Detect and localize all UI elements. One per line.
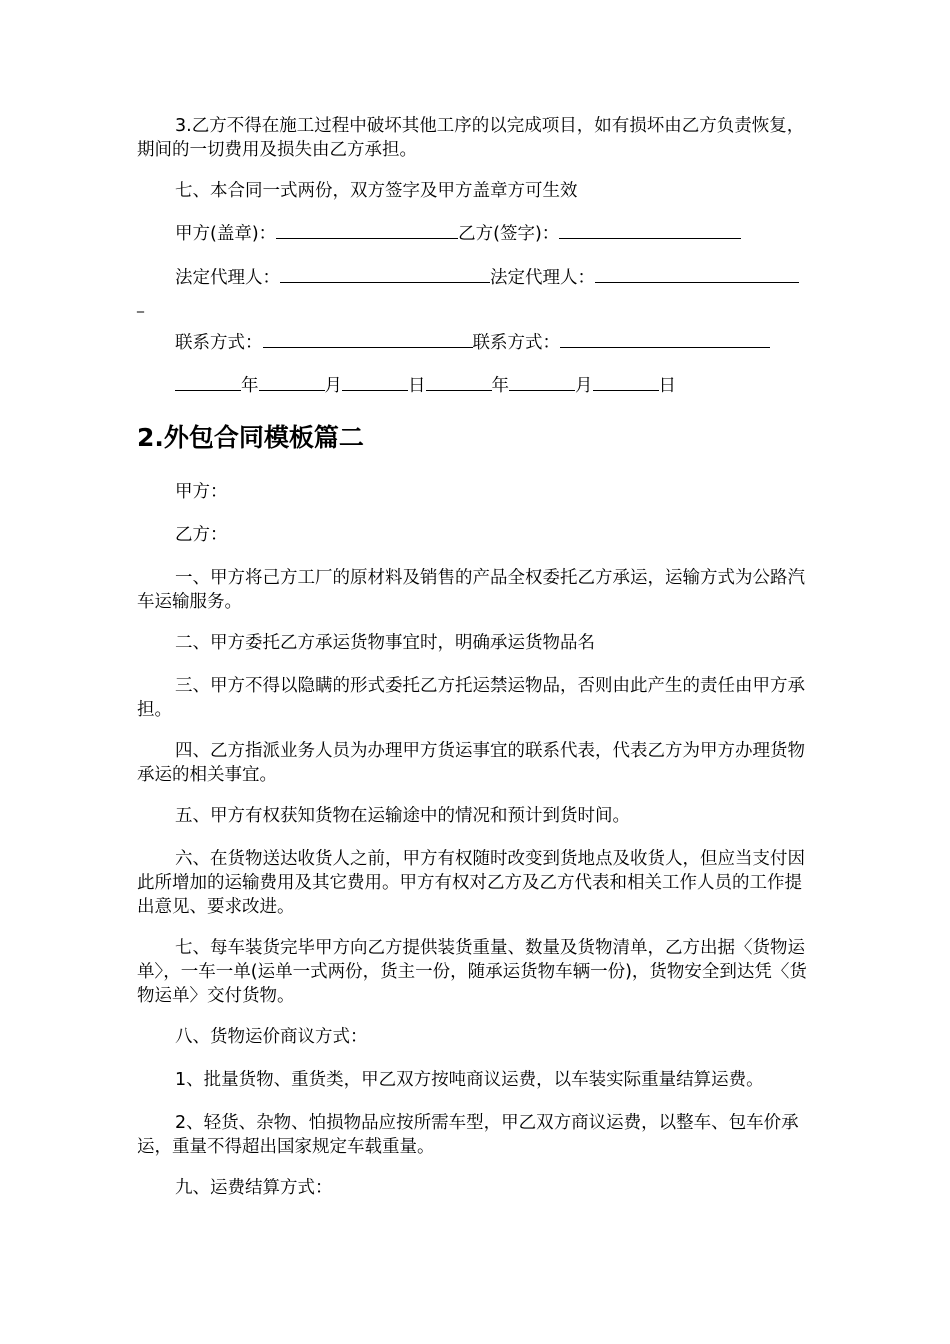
contract-paragraph: 三、甲方不得以隐瞒的形式委托乙方托运禁运物品，否则由此产生的责任由甲方承担。: [137, 676, 805, 720]
contract-paragraph: 七、每车装货完毕甲方向乙方提供装货重量、数量及货物清单，乙方出据〈货物运单〉，一车一单(运单一式两份，货主一份，随承运货物车辆一份)，货物安全到达凭〈货物运单〉交付货物。: [137, 938, 807, 1006]
contact-b-label: 联系方式：: [472, 333, 560, 353]
contract-paragraph: 五、甲方有权获知货物在运输途中的情况和预计到货时间。: [175, 806, 630, 826]
date-month: 月: [575, 376, 593, 396]
party-b-line: 乙方：: [175, 525, 228, 545]
clause-7-paragraph: 七、本合同一式两份，双方签字及甲方盖章方可生效: [175, 181, 578, 201]
representative-line: [175, 266, 799, 290]
blank-underline: [593, 375, 659, 391]
contact-line: [175, 331, 770, 355]
date-day: 日: [408, 376, 426, 396]
party-a-line: 甲方：: [175, 482, 228, 502]
date-line: [175, 374, 676, 398]
blank-underline: [276, 223, 458, 239]
date-month: 月: [324, 376, 342, 396]
section-heading: 2.外包合同模板篇二: [137, 423, 364, 452]
contact-a-label: 联系方式：: [175, 333, 263, 353]
stray-underscore: _: [137, 297, 144, 313]
contract-paragraph: 八、货物运价商议方式：: [175, 1027, 368, 1047]
blank-underline: [426, 375, 492, 391]
contract-paragraph: 二、甲方委托乙方承运货物事宜时，明确承运货物品名: [175, 633, 595, 653]
blank-underline: [175, 375, 241, 391]
rep-a-label: 法定代理人：: [175, 268, 280, 288]
contract-paragraph: 2、轻货、杂物、怕损物品应按所需车型，甲乙双方商议运费，以整车、包车价承运，重量不得超出国家规定车载重量。: [137, 1113, 799, 1157]
blank-underline: [263, 332, 473, 348]
contract-paragraph: 1、批量货物、重货类，甲乙双方按吨商议运费，以车装实际重量结算运费。: [175, 1070, 764, 1090]
contract-paragraph: 一、甲方将己方工厂的原材料及销售的产品全权委托乙方承运，运输方式为公路汽车运输服务。: [137, 568, 805, 612]
contract-paragraph: 六、在货物送达收货人之前，甲方有权随时改变到货地点及收货人，但应当支付因此所增加的运输费用及其它费用。甲方有权对乙方及乙方代表和相关工作人员的工作提出意见、要求改进。: [137, 849, 805, 917]
party-b-sign-label: 乙方(签字)：: [458, 224, 560, 244]
blank-underline: [509, 375, 575, 391]
blank-underline: [259, 375, 325, 391]
clause-3-paragraph: 3.乙方不得在施工过程中破坏其他工序的以完成项目，如有损坏由乙方负责恢复，期间的一切费用及损失由乙方承担。: [137, 116, 805, 160]
contract-paragraph: 四、乙方指派业务人员为办理甲方货运事宜的联系代表，代表乙方为甲方办理货物承运的相关事宜。: [137, 741, 805, 785]
date-year: 年: [241, 376, 259, 396]
date-year: 年: [491, 376, 509, 396]
signature-line: [175, 222, 741, 246]
contract-paragraph: 九、运费结算方式：: [175, 1178, 333, 1198]
blank-underline: [280, 267, 490, 283]
blank-underline: [342, 375, 408, 391]
blank-underline: [560, 332, 770, 348]
blank-underline: [595, 267, 799, 283]
rep-b-label: 法定代理人：: [490, 268, 595, 288]
date-day: 日: [658, 376, 676, 396]
party-a-seal-label: 甲方(盖章)：: [175, 224, 277, 244]
blank-underline: [559, 223, 741, 239]
